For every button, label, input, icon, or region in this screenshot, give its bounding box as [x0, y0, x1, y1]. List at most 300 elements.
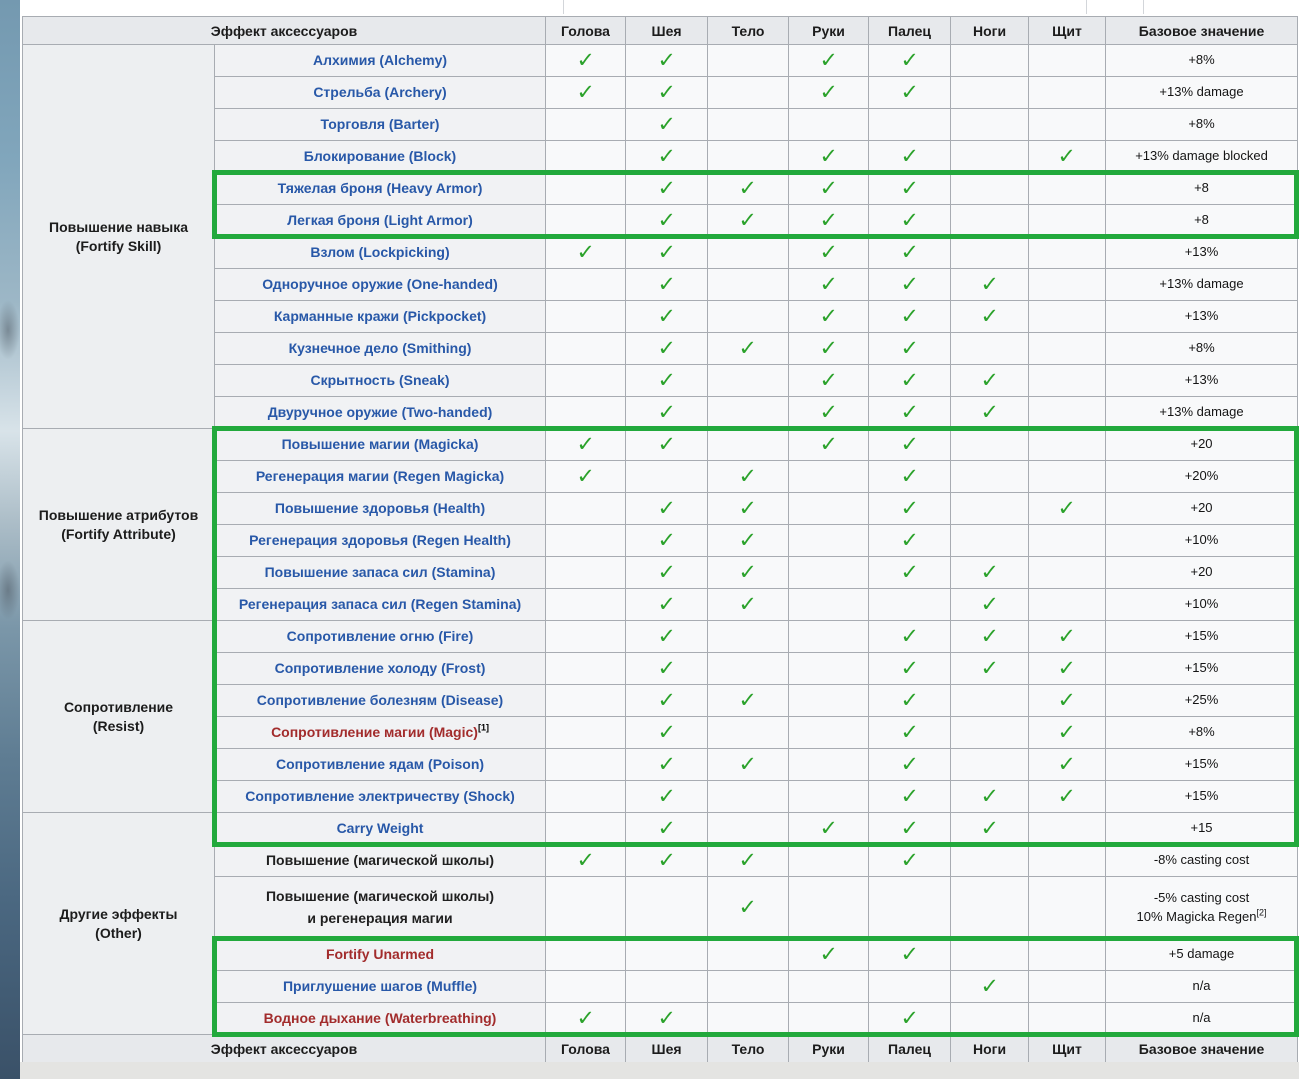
check-cell-feet: [951, 237, 1029, 269]
check-icon: ✓: [657, 239, 676, 264]
check-cell-hands: [789, 237, 869, 269]
check-cell-hands: [789, 397, 869, 429]
check-cell-neck: [626, 621, 708, 653]
base-value-cell: [1106, 557, 1298, 589]
check-cell-head: [546, 845, 626, 877]
base-value-cell: [1106, 461, 1298, 493]
check-icon: ✓: [657, 79, 676, 104]
effect-link[interactable]: Сопротивление огню (Fire): [286, 627, 474, 644]
check-cell-finger: [869, 173, 951, 205]
effect-link[interactable]: Кузнечное дело (Smithing): [288, 339, 472, 356]
effect-link[interactable]: Скрытность (Sneak): [310, 371, 450, 388]
check-cell-hands: [789, 717, 869, 749]
check-cell-body: [708, 1003, 789, 1035]
footer-col-feet: Ноги: [951, 1035, 1029, 1063]
base-value: +10%: [1184, 532, 1219, 548]
check-icon: ✓: [900, 847, 919, 872]
base-value: +8: [1194, 212, 1209, 228]
effect-link[interactable]: Регенерация запаса сил (Regen Stamina): [238, 595, 522, 612]
check-cell-body: [708, 525, 789, 557]
check-cell-body: [708, 301, 789, 333]
check-cell-head: [546, 429, 626, 461]
base-value: n/a: [1192, 978, 1211, 994]
effect-link[interactable]: Взлом (Lockpicking): [310, 243, 450, 260]
check-icon: ✓: [657, 271, 676, 296]
check-icon: ✓: [900, 815, 919, 840]
footer-col-base-value: Базовое значение: [1106, 1035, 1298, 1063]
check-cell-neck: [626, 653, 708, 685]
check-cell-hands: [789, 939, 869, 971]
check-icon: ✓: [980, 303, 999, 328]
effect-link[interactable]: Повышение запаса сил (Stamina): [264, 563, 496, 580]
check-icon: ✓: [657, 431, 676, 456]
effect-link[interactable]: Стрельба (Archery): [313, 83, 447, 100]
check-cell-feet: [951, 525, 1029, 557]
check-icon: ✓: [1057, 719, 1077, 744]
check-cell-body: [708, 205, 789, 237]
footer-col-head: Голова: [546, 1035, 626, 1063]
check-icon: ✓: [657, 527, 676, 552]
check-cell-finger: [869, 525, 951, 557]
table-row: [23, 269, 1298, 301]
check-cell-neck: [626, 397, 708, 429]
check-cell-neck: [626, 939, 708, 971]
check-cell-neck: [626, 141, 708, 173]
base-value-cell: [1106, 621, 1298, 653]
col-header-neck: Шея: [626, 17, 708, 45]
check-icon: ✓: [657, 335, 676, 360]
check-icon: ✓: [980, 399, 999, 424]
check-cell-feet: [951, 877, 1029, 939]
base-value-cell: [1106, 1003, 1298, 1035]
check-cell-neck: [626, 685, 708, 717]
check-cell-head: [546, 45, 626, 77]
check-cell-shield: [1029, 429, 1106, 461]
check-cell-head: [546, 557, 626, 589]
footer-col-finger: Палец: [869, 1035, 951, 1063]
check-cell-head: [546, 77, 626, 109]
check-cell-feet: [951, 269, 1029, 301]
check-cell-body: [708, 717, 789, 749]
check-cell-head: [546, 971, 626, 1003]
check-cell-shield: [1029, 173, 1106, 205]
bottom-margin: [20, 1062, 1299, 1079]
base-value-cell: [1106, 877, 1298, 939]
check-icon: ✓: [900, 623, 919, 648]
base-value: +13% damage: [1159, 84, 1244, 100]
check-cell-feet: [951, 717, 1029, 749]
check-icon: ✓: [1057, 655, 1077, 680]
effect-name-cell: [215, 525, 546, 557]
check-icon: ✓: [900, 335, 919, 360]
check-icon: ✓: [819, 47, 838, 72]
base-value-cell: [1106, 781, 1298, 813]
check-icon: ✓: [980, 783, 999, 808]
check-cell-shield: [1029, 237, 1106, 269]
base-value-cell: [1106, 749, 1298, 781]
base-value-cell: [1106, 845, 1298, 877]
check-cell-neck: [626, 333, 708, 365]
table-row: [23, 141, 1298, 173]
effect-name-cell: [215, 493, 546, 525]
check-icon: ✓: [980, 367, 999, 392]
check-cell-feet: [951, 173, 1029, 205]
base-value-cell: [1106, 301, 1298, 333]
check-cell-body: [708, 109, 789, 141]
group-label-other: [23, 813, 215, 1035]
table-row: [23, 971, 1298, 1003]
check-cell-neck: [626, 269, 708, 301]
effect-link[interactable]: Повышение здоровья (Health): [274, 499, 486, 516]
check-icon: ✓: [819, 271, 838, 296]
check-cell-finger: [869, 77, 951, 109]
check-cell-shield: [1029, 653, 1106, 685]
check-cell-head: [546, 749, 626, 781]
check-cell-head: [546, 461, 626, 493]
table-row: [23, 525, 1298, 557]
check-cell-neck: [626, 237, 708, 269]
group-label-line: (Other): [95, 924, 142, 941]
reference-link[interactable]: [1]: [477, 722, 489, 733]
check-cell-shield: [1029, 621, 1106, 653]
base-value-cell: [1106, 333, 1298, 365]
check-cell-head: [546, 365, 626, 397]
base-value-cell: [1106, 971, 1298, 1003]
check-cell-hands: [789, 493, 869, 525]
check-cell-hands: [789, 845, 869, 877]
check-cell-shield: [1029, 45, 1106, 77]
base-value: +5 damage: [1168, 946, 1235, 962]
effect-link[interactable]: Сопротивление болезням (Disease): [256, 691, 504, 708]
check-cell-hands: [789, 301, 869, 333]
table-border-remnant: [1143, 0, 1144, 14]
check-cell-body: [708, 77, 789, 109]
table-row: [23, 205, 1298, 237]
check-icon: ✓: [576, 47, 595, 72]
check-cell-head: [546, 621, 626, 653]
check-icon: ✓: [900, 495, 919, 520]
check-cell-hands: [789, 621, 869, 653]
check-cell-shield: [1029, 397, 1106, 429]
check-cell-feet: [951, 109, 1029, 141]
check-cell-neck: [626, 525, 708, 557]
check-icon: ✓: [576, 239, 595, 264]
base-value-cell: [1106, 365, 1298, 397]
group-label-line: Повышение атрибутов: [38, 506, 199, 523]
base-value-cell: [1106, 429, 1298, 461]
check-cell-hands: [789, 173, 869, 205]
check-cell-hands: [789, 877, 869, 939]
base-value: +20: [1190, 564, 1213, 580]
table-row: [23, 109, 1298, 141]
check-icon: ✓: [900, 271, 919, 296]
base-value: +15%: [1184, 756, 1219, 772]
check-cell-finger: [869, 971, 951, 1003]
background-mountain: [0, 300, 20, 360]
group-label-line: (Resist): [92, 717, 145, 734]
check-icon: ✓: [900, 431, 919, 456]
check-cell-shield: [1029, 971, 1106, 1003]
check-icon: ✓: [900, 79, 919, 104]
check-cell-shield: [1029, 589, 1106, 621]
check-cell-body: [708, 557, 789, 589]
base-value: +20%: [1184, 468, 1219, 484]
check-cell-head: [546, 301, 626, 333]
effect-link[interactable]: Двуручное оружие (Two-handed): [267, 403, 493, 420]
check-icon: ✓: [657, 303, 676, 328]
base-value: +8%: [1188, 340, 1215, 356]
check-cell-shield: [1029, 525, 1106, 557]
check-cell-hands: [789, 205, 869, 237]
check-icon: ✓: [900, 527, 919, 552]
check-icon: ✓: [1057, 751, 1077, 776]
check-icon: ✓: [980, 271, 999, 296]
check-cell-neck: [626, 1003, 708, 1035]
footer-effect: Эффект аксессуаров: [23, 1035, 546, 1063]
table-row: [23, 429, 1298, 461]
check-cell-body: [708, 845, 789, 877]
table-row: [23, 365, 1298, 397]
check-cell-body: [708, 269, 789, 301]
effect-link[interactable]: Тяжелая броня (Heavy Armor): [277, 179, 483, 196]
check-cell-neck: [626, 589, 708, 621]
check-cell-head: [546, 269, 626, 301]
base-value: +20: [1190, 500, 1213, 516]
table-row: [23, 845, 1298, 877]
base-value: +10%: [1184, 596, 1219, 612]
effect-link: Повышение (магической школы): [265, 887, 495, 904]
effect-link[interactable]: Сопротивление электричеству (Shock): [245, 787, 515, 804]
check-cell-neck: [626, 45, 708, 77]
check-cell-neck: [626, 493, 708, 525]
effect-link[interactable]: Приглушение шагов (Muffle): [282, 977, 478, 994]
check-cell-finger: [869, 45, 951, 77]
check-icon: ✓: [819, 143, 838, 168]
check-icon: ✓: [657, 367, 676, 392]
check-cell-neck: [626, 205, 708, 237]
check-cell-body: [708, 45, 789, 77]
table-row: [23, 173, 1298, 205]
base-value: +13%: [1184, 372, 1219, 388]
check-cell-finger: [869, 939, 951, 971]
col-header-shield: Щит: [1029, 17, 1106, 45]
check-cell-feet: [951, 971, 1029, 1003]
check-cell-body: [708, 621, 789, 653]
check-icon: ✓: [738, 894, 758, 919]
table-border-remnant: [563, 0, 564, 14]
base-value: +15%: [1184, 660, 1219, 676]
background-photo-strip: [0, 0, 20, 1079]
check-cell-head: [546, 717, 626, 749]
check-cell-hands: [789, 269, 869, 301]
check-cell-body: [708, 141, 789, 173]
effect-link[interactable]: Одноручное оружие (One-handed): [262, 275, 498, 292]
check-cell-head: [546, 397, 626, 429]
check-icon: ✓: [657, 591, 676, 616]
check-cell-body: [708, 685, 789, 717]
check-icon: ✓: [657, 623, 676, 648]
base-value-cell: [1106, 205, 1298, 237]
check-cell-hands: [789, 45, 869, 77]
check-cell-neck: [626, 557, 708, 589]
base-value-cell: [1106, 493, 1298, 525]
effect-name-cell: [215, 589, 546, 621]
check-cell-hands: [789, 77, 869, 109]
check-cell-hands: [789, 781, 869, 813]
effect-link: и регенерация магии: [307, 909, 453, 926]
table-row: [23, 333, 1298, 365]
check-cell-feet: [951, 781, 1029, 813]
effect-link[interactable]: Повышение магии (Magicka): [281, 435, 479, 452]
check-cell-hands: [789, 109, 869, 141]
check-icon: ✓: [576, 847, 595, 872]
check-cell-body: [708, 333, 789, 365]
check-cell-feet: [951, 461, 1029, 493]
check-cell-body: [708, 749, 789, 781]
check-cell-finger: [869, 493, 951, 525]
check-cell-shield: [1029, 685, 1106, 717]
table-row: [23, 621, 1298, 653]
check-icon: ✓: [1057, 495, 1077, 520]
check-cell-hands: [789, 557, 869, 589]
check-icon: ✓: [900, 463, 919, 488]
check-icon: ✓: [819, 431, 838, 456]
check-cell-shield: [1029, 813, 1106, 845]
check-cell-finger: [869, 397, 951, 429]
check-cell-feet: [951, 77, 1029, 109]
check-cell-hands: [789, 971, 869, 1003]
effect-link[interactable]: Fortify Unarmed: [325, 945, 435, 962]
check-cell-finger: [869, 589, 951, 621]
header-row: [23, 17, 1298, 45]
effect-name-cell: [215, 971, 546, 1003]
effect-link[interactable]: Сопротивление холоду (Frost): [274, 659, 486, 676]
effect-link[interactable]: Водное дыхание (Waterbreathing): [263, 1009, 497, 1026]
check-icon: ✓: [900, 941, 919, 966]
effect-link[interactable]: Карманные кражи (Pickpocket): [273, 307, 487, 324]
base-value-cell: [1106, 525, 1298, 557]
check-cell-head: [546, 333, 626, 365]
check-icon: ✓: [738, 207, 758, 232]
group-label-line: Другие эффекты: [59, 905, 178, 922]
table-row: [23, 1003, 1298, 1035]
check-cell-head: [546, 205, 626, 237]
check-icon: ✓: [819, 175, 838, 200]
background-mountain: [0, 560, 20, 620]
effect-link[interactable]: Регенерация здоровья (Regen Health): [249, 531, 511, 548]
check-icon: ✓: [738, 175, 758, 200]
check-icon: ✓: [980, 655, 999, 680]
effect-name-cell: [215, 269, 546, 301]
check-cell-feet: [951, 813, 1029, 845]
footer-col-shield: Щит: [1029, 1035, 1106, 1063]
check-cell-finger: [869, 237, 951, 269]
check-icon: ✓: [819, 941, 838, 966]
reference-link[interactable]: [2]: [1256, 907, 1267, 918]
check-cell-feet: [951, 141, 1029, 173]
check-cell-neck: [626, 301, 708, 333]
effect-name-cell: [215, 557, 546, 589]
check-icon: ✓: [657, 143, 676, 168]
check-icon: ✓: [576, 463, 595, 488]
check-icon: ✓: [738, 335, 758, 360]
effect-name-cell: [215, 461, 546, 493]
check-cell-neck: [626, 109, 708, 141]
table-row: [23, 77, 1298, 109]
check-cell-head: [546, 493, 626, 525]
check-icon: ✓: [657, 655, 676, 680]
check-icon: ✓: [657, 783, 676, 808]
group-label-line: Сопротивление: [63, 698, 174, 715]
check-cell-body: [708, 173, 789, 205]
check-icon: ✓: [657, 399, 676, 424]
check-cell-head: [546, 109, 626, 141]
check-cell-body: [708, 939, 789, 971]
check-cell-feet: [951, 493, 1029, 525]
check-icon: ✓: [1057, 143, 1077, 168]
base-value-cell: [1106, 717, 1298, 749]
check-cell-body: [708, 397, 789, 429]
check-cell-shield: [1029, 205, 1106, 237]
check-icon: ✓: [576, 431, 595, 456]
effect-link[interactable]: Регенерация магии (Regen Magicka): [255, 467, 505, 484]
col-header-finger: Палец: [869, 17, 951, 45]
check-icon: ✓: [738, 527, 758, 552]
base-value-cell: [1106, 939, 1298, 971]
check-cell-finger: [869, 717, 951, 749]
check-icon: ✓: [819, 239, 838, 264]
check-icon: ✓: [900, 207, 919, 232]
base-value-cell: [1106, 173, 1298, 205]
check-cell-body: [708, 589, 789, 621]
check-icon: ✓: [738, 559, 758, 584]
check-cell-shield: [1029, 493, 1106, 525]
base-value: 10% Magicka Regen: [1136, 908, 1257, 924]
table-row: [23, 557, 1298, 589]
check-cell-neck: [626, 717, 708, 749]
check-cell-finger: [869, 813, 951, 845]
check-icon: ✓: [657, 111, 676, 136]
effect-link[interactable]: Carry Weight: [336, 819, 424, 836]
effect-link[interactable]: Сопротивление ядам (Poison): [275, 755, 485, 772]
check-icon: ✓: [900, 303, 919, 328]
check-cell-body: [708, 971, 789, 1003]
check-icon: ✓: [900, 687, 919, 712]
check-icon: ✓: [576, 79, 595, 104]
effect-link[interactable]: Легкая броня (Light Armor): [287, 211, 473, 228]
check-cell-finger: [869, 877, 951, 939]
table-row: [23, 237, 1298, 269]
check-icon: ✓: [657, 815, 676, 840]
check-cell-hands: [789, 589, 869, 621]
group-label-fortify-skill: [23, 45, 215, 429]
effect-link[interactable]: Сопротивление магии (Magic): [271, 723, 478, 740]
table-row: [23, 461, 1298, 493]
effect-name-cell: [215, 301, 546, 333]
effect-name-cell: [215, 205, 546, 237]
check-icon: ✓: [980, 973, 999, 998]
base-value: +8%: [1188, 52, 1215, 68]
check-cell-shield: [1029, 717, 1106, 749]
effect-link[interactable]: Алхимия (Alchemy): [312, 51, 448, 68]
base-value: -5% casting cost: [1153, 889, 1250, 905]
effect-link[interactable]: Торговля (Barter): [320, 115, 440, 132]
effect-name-cell: [215, 685, 546, 717]
effect-link[interactable]: Блокирование (Block): [303, 147, 457, 164]
check-icon: ✓: [738, 495, 758, 520]
check-cell-finger: [869, 653, 951, 685]
check-cell-finger: [869, 749, 951, 781]
